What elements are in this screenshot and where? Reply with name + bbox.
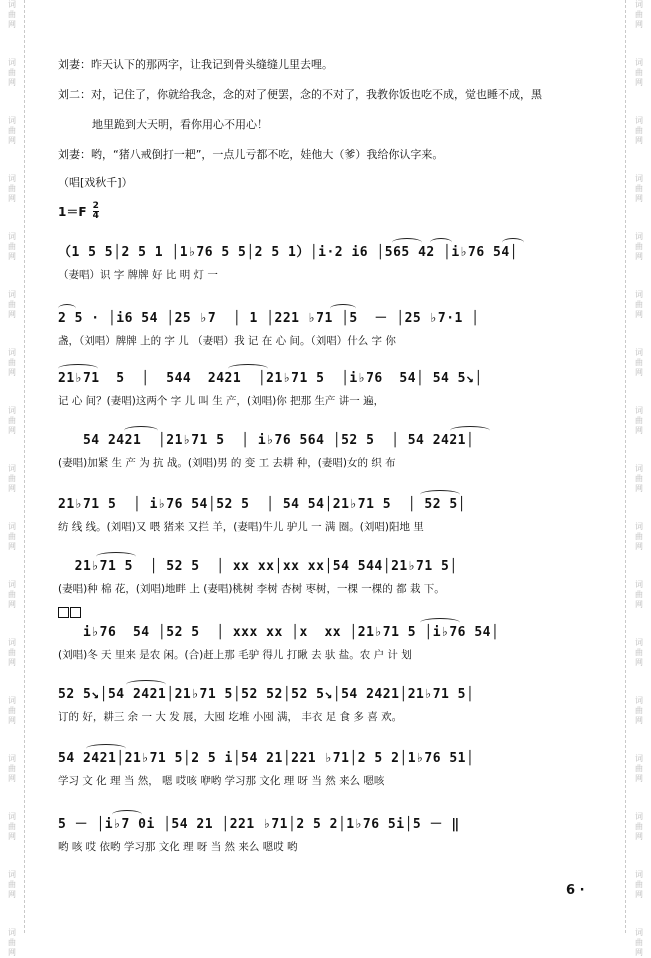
watermark-glyphs: 词 曲 网 (8, 406, 16, 435)
slur-mark (112, 810, 142, 819)
watermark-glyphs: 词 曲 网 (8, 464, 16, 493)
slur-mark (420, 490, 460, 499)
aria-tune-label: （唱[戏秋千]） (58, 176, 133, 189)
score-lyrics: （妻唱）识 字 牌牌 好 比 明 灯 一 (58, 269, 218, 281)
watermark-glyphs: 词 曲 网 (8, 290, 16, 319)
slur-mark (96, 552, 136, 561)
score-row-7 (58, 624, 588, 662)
score-lyrics: 盏，（刘唱）牌牌 上的 字 儿 （妻唱）我 记 在 心 间。（刘唱）什么 字 你 (58, 335, 396, 347)
watermark-glyphs: 词 曲 网 (635, 696, 643, 725)
slur-mark (450, 426, 490, 435)
watermark-glyphs: 词 曲 网 (8, 58, 16, 87)
dialogue-line-2: 刘二：对，记住了，你就给我念，念的对了便罢，念的不对了，我教你饭也吃不成，觉也睡不成，黑 (58, 88, 542, 101)
watermark-glyphs: 词 曲 网 (635, 174, 643, 203)
score-notes: 54 2421│21♭71 5│2 5 i│54 21│221 ♭71│2 5 2│1♭76 51│ (58, 751, 475, 766)
watermark-glyphs: 词 曲 网 (635, 348, 643, 377)
watermark-glyphs: 词 曲 网 (635, 0, 643, 29)
score-lyrics: 记 心 间？(妻唱)这两个 字 儿 叫 生 产，(刘唱)你 把那 生产 讲一 遍， (58, 395, 385, 407)
slur-mark (420, 618, 460, 627)
right-margin-watermark (631, 0, 647, 957)
score-notes: 52 5↘│54 2421│21♭71 5│52 52│52 5↘│54 2421│21♭71 5│ (58, 687, 475, 702)
watermark-glyphs: 词 曲 网 (635, 754, 643, 783)
score-notes: （1 5 5│2 5 1 │1♭76 5 5│2 5 1）│i·2 i6 │565 42 │i♭76 54│ (58, 245, 518, 260)
score-row-2 (58, 310, 588, 348)
watermark-glyphs: 词 曲 网 (8, 0, 16, 29)
score-row-1 (58, 244, 588, 282)
score-row-3 (58, 370, 588, 408)
time-signature-numerator: 2 (92, 201, 99, 211)
watermark-glyphs: 词 曲 网 (635, 58, 643, 87)
score-notes: 2 5 · │i6 54 │25 ♭7 │ 1 │221 ♭71 │5 － │25 ♭7·1 │ (58, 311, 480, 326)
watermark-glyphs: 词 曲 网 (635, 812, 643, 841)
slur-mark (330, 304, 356, 313)
watermark-glyphs: 词 曲 网 (635, 116, 643, 145)
slur-mark (58, 304, 76, 313)
score-row-9 (58, 750, 588, 788)
left-margin-dashed-line (24, 0, 25, 933)
score-lyrics: (妻唱)加紧 生 产 为 抗 战。(刘唱)男 的 变 工 去耕 种，(妻唱)女的 织 布 (58, 457, 396, 469)
left-margin-watermark (4, 0, 20, 957)
slur-mark (58, 364, 98, 373)
score-lyrics: (刘唱)冬 天 里来 是农 闲。(合)赶上那 毛驴 得儿 打瞅 去 驮 盐。农 户 计 划 (58, 649, 412, 661)
watermark-glyphs: 词 曲 网 (635, 638, 643, 667)
watermark-glyphs: 词 曲 网 (8, 696, 16, 725)
dialogue-line-3: 地里跪到大天明，看你用心不用心！ (92, 118, 268, 131)
time-signature-denominator: 4 (92, 211, 99, 221)
watermark-glyphs: 词 曲 网 (8, 870, 16, 899)
watermark-glyphs: 词 曲 网 (8, 638, 16, 667)
watermark-glyphs: 词 曲 网 (8, 580, 16, 609)
box-mark (58, 607, 69, 618)
score-row-6 (58, 558, 588, 596)
watermark-glyphs: 词 曲 网 (635, 232, 643, 261)
score-lyrics: 学习 文 化 理 当 然， 嗯 哎咳 咿哟 学习那 文化 理 呀 当 然 来么 嗯咳 (58, 775, 385, 787)
watermark-glyphs: 词 曲 网 (635, 870, 643, 899)
score-lyrics: 纺 线 线。(刘唱)又 喂 猪来 又拦 羊，(妻唱)牛儿 驴儿 一 满 圈。(刘唱)阳地 里 (58, 521, 424, 533)
time-signature (93, 202, 99, 221)
score-lyrics: 订的 好，耕三 余 一 大 发 展，大囤 圪堆 小囤 满， 丰衣 足 食 多 喜 欢。 (58, 711, 403, 723)
watermark-glyphs: 词 曲 网 (8, 522, 16, 551)
watermark-glyphs: 词 曲 网 (8, 174, 16, 203)
watermark-glyphs: 词 曲 网 (8, 116, 16, 145)
boxed-marks (58, 602, 82, 621)
watermark-glyphs: 词 曲 网 (635, 522, 643, 551)
key-label: 1＝F (58, 205, 87, 219)
watermark-glyphs: 词 曲 网 (8, 812, 16, 841)
dialogue-line-4: 刘妻：哟，“猪八戒倒打一耙”，一点儿亏都不吃，娃他大（爹）我给你认字来。 (58, 148, 444, 161)
slur-mark (86, 744, 126, 753)
watermark-glyphs: 词 曲 网 (8, 754, 16, 783)
score-notes: 21♭71 5 │ 52 5 │ xx xx│xx xx│54 544│21♭71 5│ (58, 559, 458, 574)
slur-mark (124, 426, 158, 435)
score-row-10 (58, 816, 588, 854)
watermark-glyphs: 词 曲 网 (635, 290, 643, 319)
watermark-glyphs: 词 曲 网 (8, 232, 16, 261)
watermark-glyphs: 词 曲 网 (8, 928, 16, 957)
slur-mark (126, 680, 166, 689)
slur-mark (228, 364, 268, 373)
score-notes: 21♭71 5 │ i♭76 54│52 5 │ 54 54│21♭71 5 │ 52 5│ (58, 497, 467, 512)
score-notes: i♭76 54 │52 5 │ xxx xx │x xx │21♭71 5 │i♭76 54│ (58, 625, 500, 640)
watermark-glyphs: 词 曲 网 (635, 580, 643, 609)
slur-mark (430, 238, 452, 247)
watermark-glyphs: 词 曲 网 (635, 928, 643, 957)
dialogue-line-1: 刘妻：昨天认下的那两字，让我记到骨头缝缝儿里去哩。 (58, 58, 333, 71)
score-row-8 (58, 686, 588, 724)
score-row-4 (58, 432, 588, 470)
watermark-glyphs: 词 曲 网 (8, 348, 16, 377)
slur-mark (502, 238, 524, 247)
key-signature (58, 202, 99, 221)
score-row-5 (58, 496, 588, 534)
score-lyrics: (妻唱)种 棉 花，(刘唱)地畔 上 (妻唱)桃树 李树 杏树 枣树，一棵 一棵的 都 栽 下。 (58, 583, 445, 595)
box-mark (70, 607, 81, 618)
score-notes: 54 2421 │21♭71 5 │ i♭76 564 │52 5 │ 54 2421│ (58, 433, 475, 448)
right-margin-dashed-line (625, 0, 626, 933)
score-notes: 5 － │i♭7 0i │54 21 │221 ♭71│2 5 2│1♭76 5i│5 － ‖ (58, 817, 460, 832)
watermark-glyphs: 词 曲 网 (635, 406, 643, 435)
slur-mark (392, 238, 422, 247)
score-notes: 21♭71 5 │ 544 2421 │21♭71 5 │i♭76 54│ 54 5↘│ (58, 371, 483, 386)
score-lyrics: 哟 咳 哎 依哟 学习那 文化 理 呀 当 然 来么 嗯哎 哟 (58, 841, 298, 853)
page-number: 6 · (566, 883, 585, 898)
watermark-glyphs: 词 曲 网 (635, 464, 643, 493)
